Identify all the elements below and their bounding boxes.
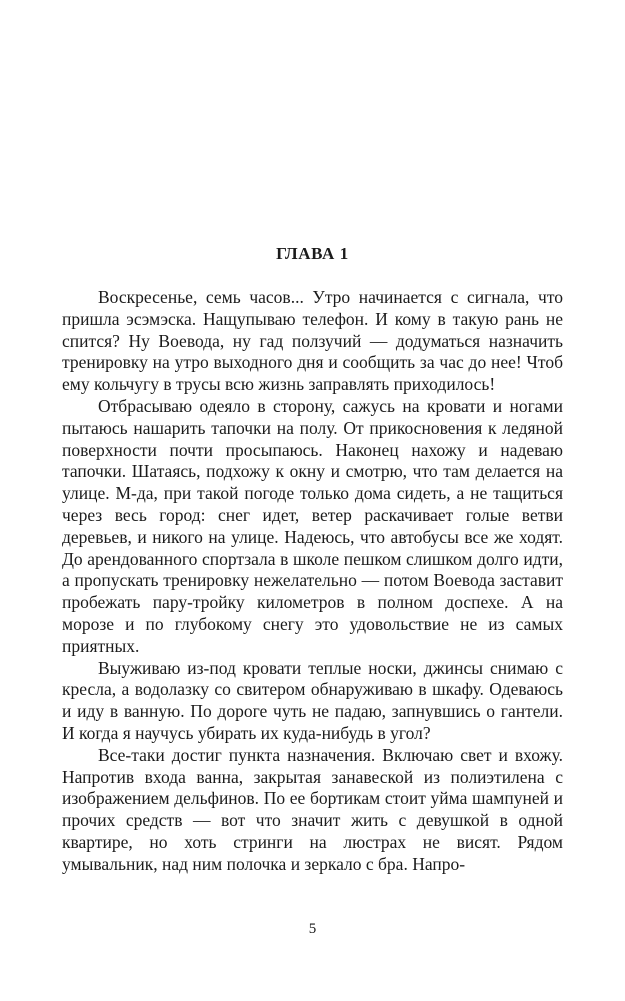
paragraph-2: Отбрасываю одеяло в сторону, сажусь на кровати и ногами пытаюсь нашарить тапочки на полу. От прикосновения к ледяной поверхности почти просыпаюсь. Наконец нахожу и надеваю тапочки. Шатаясь, подхожу к окну и смотрю, что там делается на улице. М-да, при такой погоде только дома сидеть, а не тащиться через весь город: снег идет, ветер раскачивает голые ветви деревьев, и никого на улице. Надеюсь, что автобусы все же ходят. До арендованного спортзала в школе пешком слишком долго идти, а пропускать тренировку нежелательно — потом Воевода заставит пробежать пару-тройку километров в полном доспехе. А на морозе и по глубокому снегу это удовольствие не из самых приятных. [62,395,563,656]
text-block [62,287,563,876]
chapter-title: ГЛАВА 1 [276,244,349,263]
paragraph-3: Выуживаю из-под кровати теплые носки, джинсы снимаю с кресла, а водолазку со свитером обнаруживаю в шкафу. Одеваюсь и иду в ванную. По дороге чуть не падаю, запнувшись о гантели. И когда я научусь убирать их куда-нибудь в угол? [62,657,563,743]
paragraph-1: Воскресенье, семь часов... Утро начинается с сигнала, что пришла эсэмэска. Нащупываю телефон. И кому в такую рань не спится? Ну Воевода, ну гад ползучий — додуматься назначить тренировку на утро выходного дня и сообщить за час до нее! Чтоб ему кольчугу в трусы всю жизнь заправлять приходилось! [62,287,563,395]
paragraph-4: Все-таки достиг пункта назначения. Включаю свет и вхожу. Напротив входа ванна, закрытая занавеской из полиэтилена с изображением дельфинов. По ее бортикам стоит уйма шампуней и прочих средств — вот что значит жить с девушкой в одной квартире, но хоть стринги на люстрах не висят. Рядом умывальник, над ним полочка и зеркало с бра. Напро- [62,744,563,874]
page-number: 5 [308,921,317,937]
